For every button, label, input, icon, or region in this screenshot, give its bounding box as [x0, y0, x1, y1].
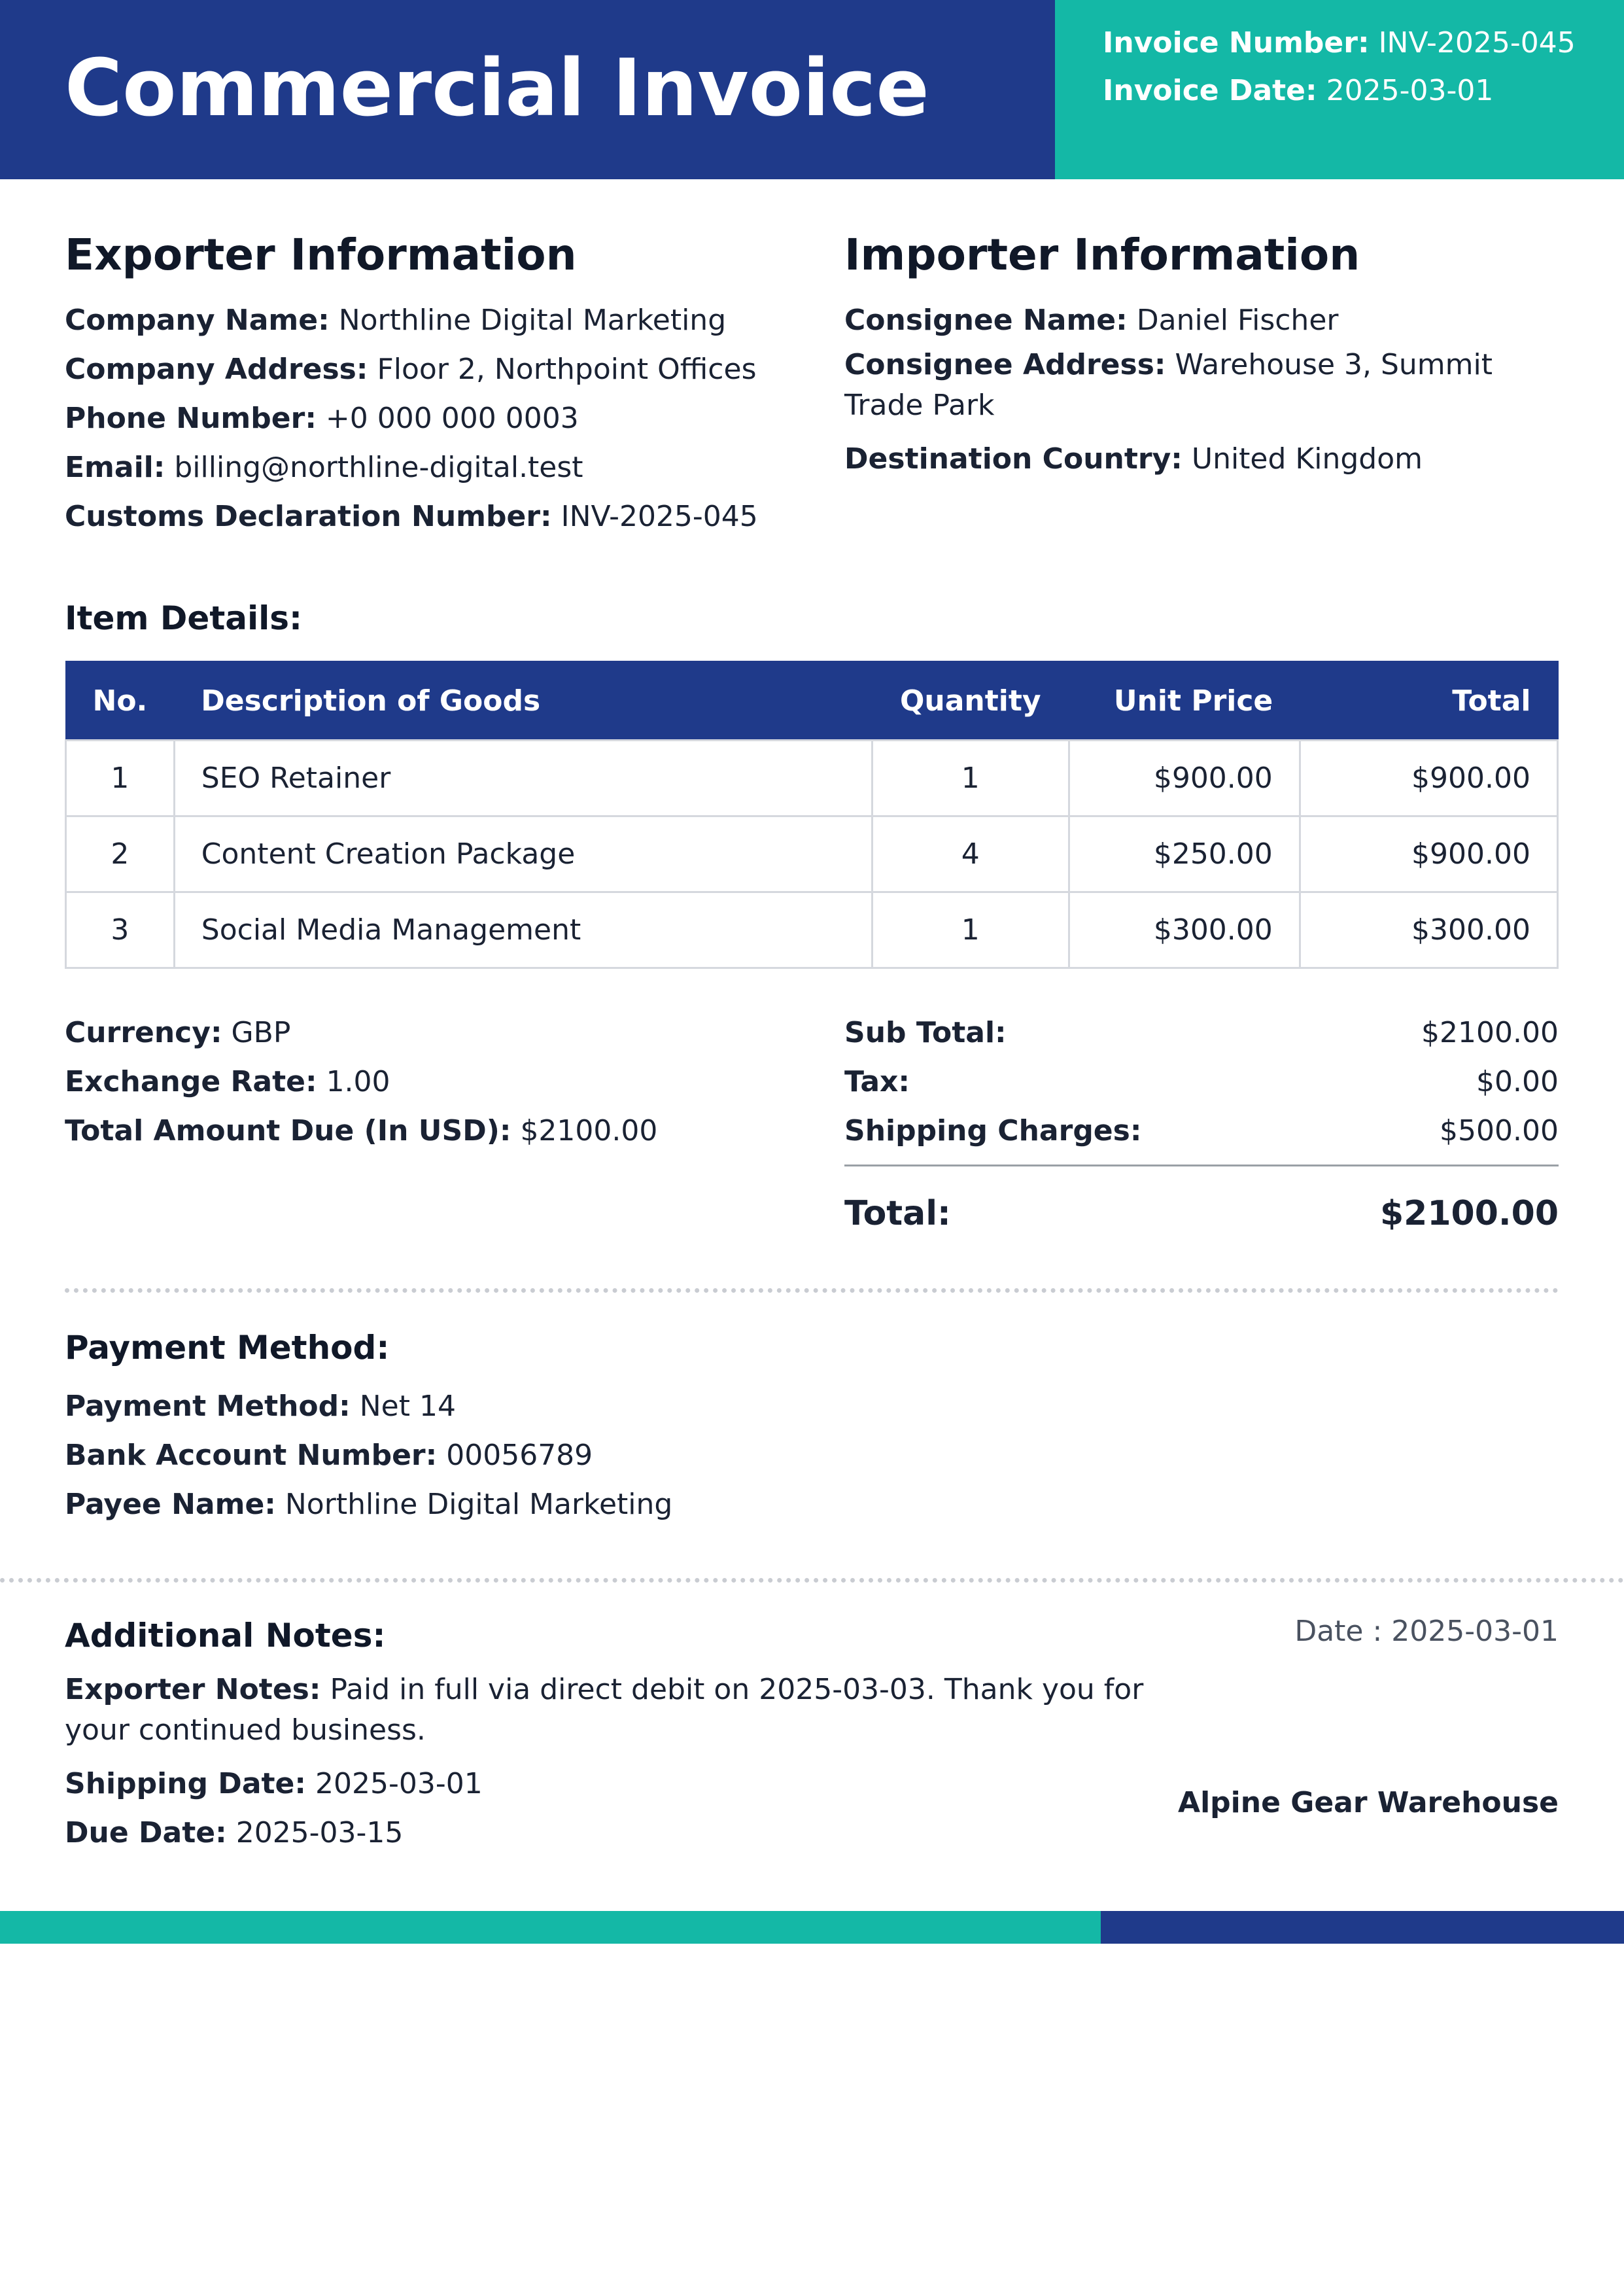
table-header-row — [66, 661, 1558, 741]
field-label: Payee Name: — [65, 1488, 276, 1521]
field-value: 00056789 — [446, 1439, 593, 1472]
importer-destination-country — [844, 434, 1559, 483]
tax-label: Tax: — [844, 1065, 910, 1098]
cell-total: $900.00 — [1300, 741, 1557, 816]
signature-date: Date : 2025-03-01 — [1294, 1615, 1559, 1648]
sub-total-value: $2100.00 — [1421, 1016, 1559, 1049]
cell-description: SEO Retainer — [174, 741, 872, 816]
section-divider — [65, 1288, 1559, 1293]
grand-total-label: Total: — [844, 1194, 951, 1233]
importer-consignee-address — [844, 345, 1498, 426]
shipping-charges-label: Shipping Charges: — [844, 1114, 1142, 1148]
importer-consignee-name — [844, 296, 1559, 345]
cell-description: Content Creation Package — [174, 816, 872, 892]
exporter-heading: Exporter Information — [65, 230, 577, 280]
shipping-date-line — [65, 1759, 1177, 1808]
payment-method-line — [65, 1382, 980, 1431]
field-value: Warehouse 3, Summit Trade Park — [844, 348, 1493, 422]
bank-account-line — [65, 1431, 980, 1480]
field-label: Email: — [65, 451, 165, 484]
footer-bar-accent — [0, 1911, 1101, 1944]
section-divider — [0, 1578, 1624, 1583]
table-row — [66, 816, 1558, 892]
field-value: Northline Digital Marketing — [338, 304, 727, 337]
column-header-description: Description of Goods — [174, 661, 872, 741]
field-label: Total Amount Due (In USD): — [65, 1114, 511, 1148]
invoice-header — [0, 0, 1624, 179]
cell-description: Social Media Management — [174, 892, 872, 968]
column-header-quantity: Quantity — [872, 661, 1069, 741]
field-value: billing@northline-digital.test — [174, 451, 583, 484]
invoice-number-label: Invoice Number: — [1103, 26, 1370, 60]
cell-quantity: 1 — [872, 892, 1069, 968]
due-date-line — [65, 1808, 1177, 1857]
exporter-email — [65, 443, 784, 492]
field-value: Daniel Fischer — [1136, 304, 1339, 337]
header-title-block — [0, 0, 1055, 179]
field-value: Paid in full via direct debit on 2025-03-03. Thank you for your continued business. — [65, 1673, 1144, 1747]
field-value: INV-2025-045 — [561, 500, 758, 533]
exporter-section — [65, 229, 784, 541]
items-table — [65, 661, 1559, 969]
exporter-phone — [65, 394, 784, 443]
column-header-unit-price: Unit Price — [1069, 661, 1300, 741]
sub-total-row — [844, 1008, 1559, 1057]
field-label: Company Address: — [65, 353, 368, 386]
field-label: Bank Account Number: — [65, 1439, 438, 1472]
field-label: Consignee Name: — [844, 304, 1128, 337]
field-label: Exporter Notes: — [65, 1673, 321, 1706]
field-value: 2025-03-15 — [235, 1816, 404, 1849]
cell-unit-price: $250.00 — [1069, 816, 1300, 892]
column-header-total: Total — [1300, 661, 1557, 741]
field-value: 2025-03-01 — [315, 1767, 483, 1800]
payment-heading: Payment Method: — [65, 1329, 390, 1367]
cell-quantity: 1 — [872, 741, 1069, 816]
tax-row — [844, 1057, 1559, 1106]
field-value: $2100.00 — [520, 1114, 658, 1148]
field-label: Shipping Date: — [65, 1767, 306, 1800]
notes-section — [65, 1616, 1177, 1857]
tax-value: $0.00 — [1476, 1065, 1559, 1098]
item-details-heading: Item Details: — [65, 599, 303, 637]
cell-no: 3 — [66, 892, 175, 968]
field-label: Company Name: — [65, 304, 330, 337]
field-label: Payment Method: — [65, 1390, 351, 1423]
exporter-company-name — [65, 296, 784, 345]
column-header-no: No. — [66, 661, 175, 741]
table-row — [66, 892, 1558, 968]
field-value: Northline Digital Marketing — [285, 1488, 673, 1521]
sub-total-label: Sub Total: — [844, 1016, 1007, 1049]
currency-section — [65, 1008, 784, 1155]
field-label: Phone Number: — [65, 402, 317, 435]
page-title: Commercial Invoice — [65, 43, 929, 134]
grand-total-row — [844, 1191, 1559, 1236]
totals-divider — [844, 1165, 1559, 1166]
invoice-number-line — [1103, 26, 1576, 60]
notes-heading: Additional Notes: — [65, 1617, 386, 1655]
cell-unit-price: $300.00 — [1069, 892, 1300, 968]
currency-line — [65, 1008, 784, 1057]
cell-quantity: 4 — [872, 816, 1069, 892]
payment-section — [65, 1328, 980, 1529]
invoice-date-label: Invoice Date: — [1103, 74, 1317, 107]
cell-no: 2 — [66, 816, 175, 892]
total-due-usd-line — [65, 1106, 784, 1155]
table-row — [66, 741, 1558, 816]
exchange-rate-line — [65, 1057, 784, 1106]
importer-heading: Importer Information — [844, 230, 1360, 280]
field-label: Exchange Rate: — [65, 1065, 317, 1098]
field-value: GBP — [231, 1016, 291, 1049]
field-label: Consignee Address: — [844, 348, 1166, 381]
field-label: Due Date: — [65, 1816, 227, 1849]
signatory-name: Alpine Gear Warehouse — [1178, 1786, 1559, 1819]
field-value: United Kingdom — [1191, 442, 1423, 476]
shipping-charges-row — [844, 1106, 1559, 1155]
field-label: Customs Declaration Number: — [65, 500, 552, 533]
footer-bar-primary — [1101, 1911, 1624, 1944]
payee-name-line — [65, 1480, 980, 1529]
invoice-date: 2025-03-01 — [1326, 74, 1494, 107]
importer-section — [844, 229, 1559, 483]
field-value: Floor 2, Northpoint Offices — [377, 353, 757, 386]
field-label: Currency: — [65, 1016, 222, 1049]
field-value: 1.00 — [326, 1065, 390, 1098]
grand-total-value: $2100.00 — [1379, 1194, 1559, 1233]
header-meta-block — [1055, 0, 1624, 179]
cell-total: $900.00 — [1300, 816, 1557, 892]
field-value: +0 000 000 0003 — [325, 402, 579, 435]
exporter-company-address — [65, 345, 784, 394]
exporter-notes-line — [65, 1670, 1177, 1751]
cell-total: $300.00 — [1300, 892, 1557, 968]
field-label: Destination Country: — [844, 442, 1183, 476]
field-value: Net 14 — [359, 1390, 456, 1423]
exporter-customs-number — [65, 492, 784, 541]
invoice-date-line — [1103, 74, 1493, 107]
shipping-charges-value: $500.00 — [1440, 1114, 1559, 1148]
invoice-number: INV-2025-045 — [1378, 26, 1576, 60]
cell-unit-price: $900.00 — [1069, 741, 1300, 816]
cell-no: 1 — [66, 741, 175, 816]
